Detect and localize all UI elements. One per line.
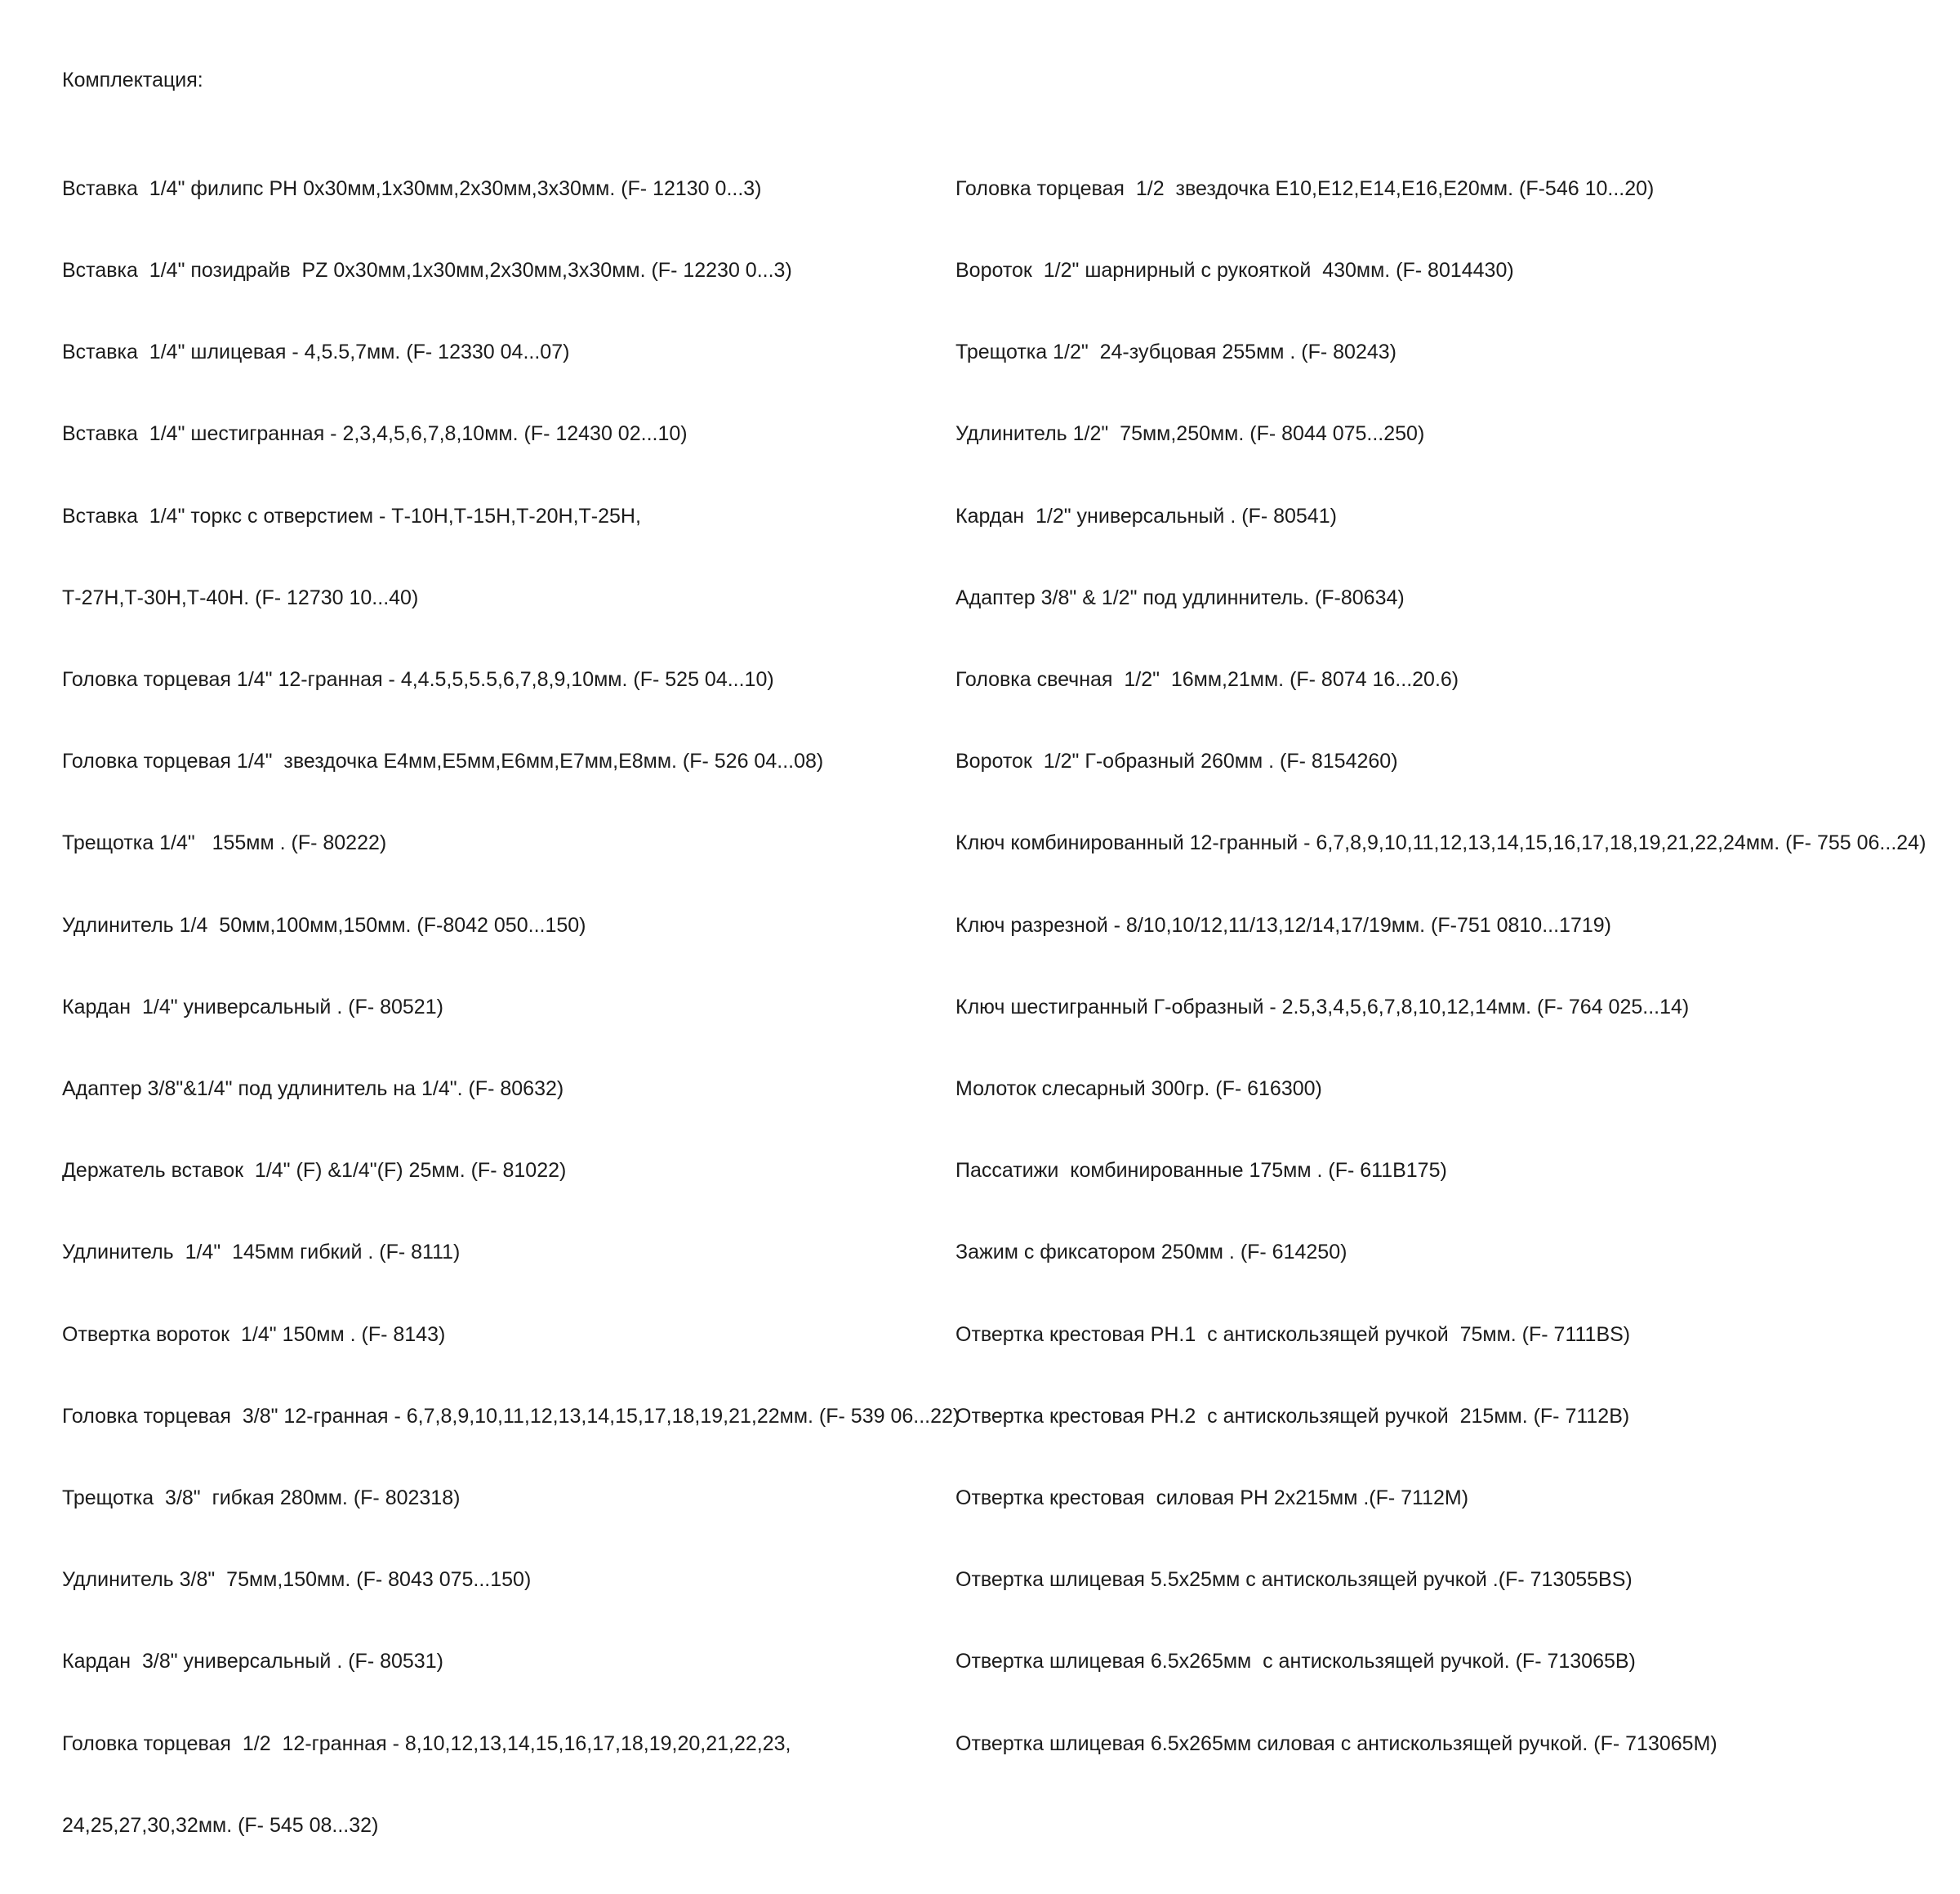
list-item: Вставка 1/4" филипс PH 0х30мм,1х30мм,2х30мм,3х30мм. (F- 12130 0...3) [62, 176, 762, 200]
left-column-list [62, 121, 960, 1894]
list-item: Пассатижи комбинированные 175мм . (F- 611B175) [956, 1159, 1447, 1183]
list-item: Удлинитель 1/4 50мм,100мм,150мм. (F-8042 050...150) [62, 913, 586, 937]
list-item: Ключ разрезной - 8/10,10/12,11/13,12/14,17/19мм. (F-751 0810...1719) [956, 913, 1611, 937]
list-item: Отвертка вороток 1/4" 150мм . (F- 8143) [62, 1322, 446, 1346]
list-item: Т-27Н,Т-30Н,Т-40Н. (F- 12730 10...40) [62, 586, 419, 609]
list-item: Отвертка шлицевая 5.5х25мм с антискользящей ручкой .(F- 713055BS) [956, 1568, 1633, 1592]
list-item: Головка торцевая 1/2 звездочка Е10,Е12,Е14,Е16,Е20мм. (F-546 10...20) [956, 176, 1655, 200]
list-item: Отвертка шлицевая 6.5х265мм силовая с антискользящей ручкой. (F- 713065M) [956, 1731, 1717, 1755]
list-item: Вороток 1/2" Г-образный 260мм . (F- 8154260) [956, 750, 1398, 773]
list-item: Трещотка 3/8" гибкая 280мм. (F- 802318) [62, 1486, 461, 1510]
list-item: Трещотка 1/2" 24-зубцовая 255мм . (F- 80243) [956, 341, 1397, 364]
list-item: Головка торцевая 3/8" 12-гранная - 6,7,8,9,10,11,12,13,14,15,17,18,19,21,22мм. (F- 539 06...22) [62, 1404, 960, 1428]
list-item: Вставка 1/4" шестигранная - 2,3,4,5,6,7,8,10мм. (F- 12430 02...10) [62, 422, 688, 446]
list-item: Трещотка 1/4" 155мм . (F- 80222) [62, 831, 387, 855]
list-item: Держатель вставок 1/4" (F) &1/4"(F) 25мм. (F- 81022) [62, 1159, 567, 1183]
list-item: Головка торцевая 1/4" 12-гранная - 4,4.5,5,5.5,6,7,8,9,10мм. (F- 525 04...10) [62, 668, 774, 692]
list-item: Вставка 1/4" торкс с отверстием - Т-10Н,Т-15Н,Т-20Н,Т-25Н, [62, 504, 641, 528]
list-item: 24,25,27,30,32мм. (F- 545 08...32) [62, 1813, 379, 1837]
list-item: Отвертка крестовая PH.2 с антискользящей ручкой 215мм. (F- 7112B) [956, 1404, 1630, 1428]
list-item: Кардан 1/2" универсальный . (F- 80541) [956, 504, 1337, 528]
list-item: Вороток 1/2" шарнирный с рукояткой 430мм. (F- 8014430) [956, 259, 1514, 283]
list-item: Зажим с фиксатором 250мм . (F- 614250) [956, 1241, 1348, 1264]
list-item: Кардан 1/4" универсальный . (F- 80521) [62, 995, 443, 1018]
list-item: Удлинитель 1/2" 75мм,250мм. (F- 8044 075...250) [956, 422, 1425, 446]
list-item: Отвертка шлицевая 6.5х265мм с антискользящей ручкой. (F- 713065B) [956, 1650, 1636, 1673]
list-item: Вставка 1/4" позидрайв PZ 0х30мм,1х30мм,2х30мм,3х30мм. (F- 12230 0...3) [62, 259, 792, 283]
list-item: Молоток слесарный 300гр. (F- 616300) [956, 1077, 1322, 1101]
list-item: Вставка 1/4" шлицевая - 4,5.5,7мм. (F- 12330 04...07) [62, 341, 570, 364]
list-item: Кардан 3/8" универсальный . (F- 80531) [62, 1650, 443, 1673]
list-item: Адаптер 3/8" & 1/2" под удлиннитель. (F-80634) [956, 586, 1405, 609]
list-item: Удлинитель 3/8" 75мм,150мм. (F- 8043 075...150) [62, 1568, 532, 1592]
list-item: Ключ комбинированный 12-гранный - 6,7,8,9,10,11,12,13,14,15,16,17,18,19,21,22,24мм. (F- 755 06...24) [956, 831, 1927, 855]
list-item: Ключ шестигранный Г-образный - 2.5,3,4,5,6,7,8,10,12,14мм. (F- 764 025...14) [956, 995, 1690, 1018]
list-item: Удлинитель 1/4" 145мм гибкий . (F- 8111) [62, 1241, 461, 1264]
list-item: Отвертка крестовая силовая PH 2х215мм .(F- 7112M) [956, 1486, 1469, 1510]
page-title: Комплектация: [62, 69, 203, 91]
list-item: Отвертка крестовая PH.1 с антискользящей ручкой 75мм. (F- 7111BS) [956, 1322, 1631, 1346]
right-column-list [956, 121, 1936, 1812]
list-item: Адаптер 3/8"&1/4" под удлинитель на 1/4". (F- 80632) [62, 1077, 564, 1101]
list-item: Головка торцевая 1/2 12-гранная - 8,10,12,13,14,15,16,17,18,19,20,21,22,23, [62, 1731, 791, 1755]
list-item: Головка свечная 1/2" 16мм,21мм. (F- 8074 16...20.6) [956, 668, 1459, 692]
list-item: Головка торцевая 1/4" звездочка Е4мм,Е5мм,Е6мм,Е7мм,Е8мм. (F- 526 04...08) [62, 750, 824, 773]
